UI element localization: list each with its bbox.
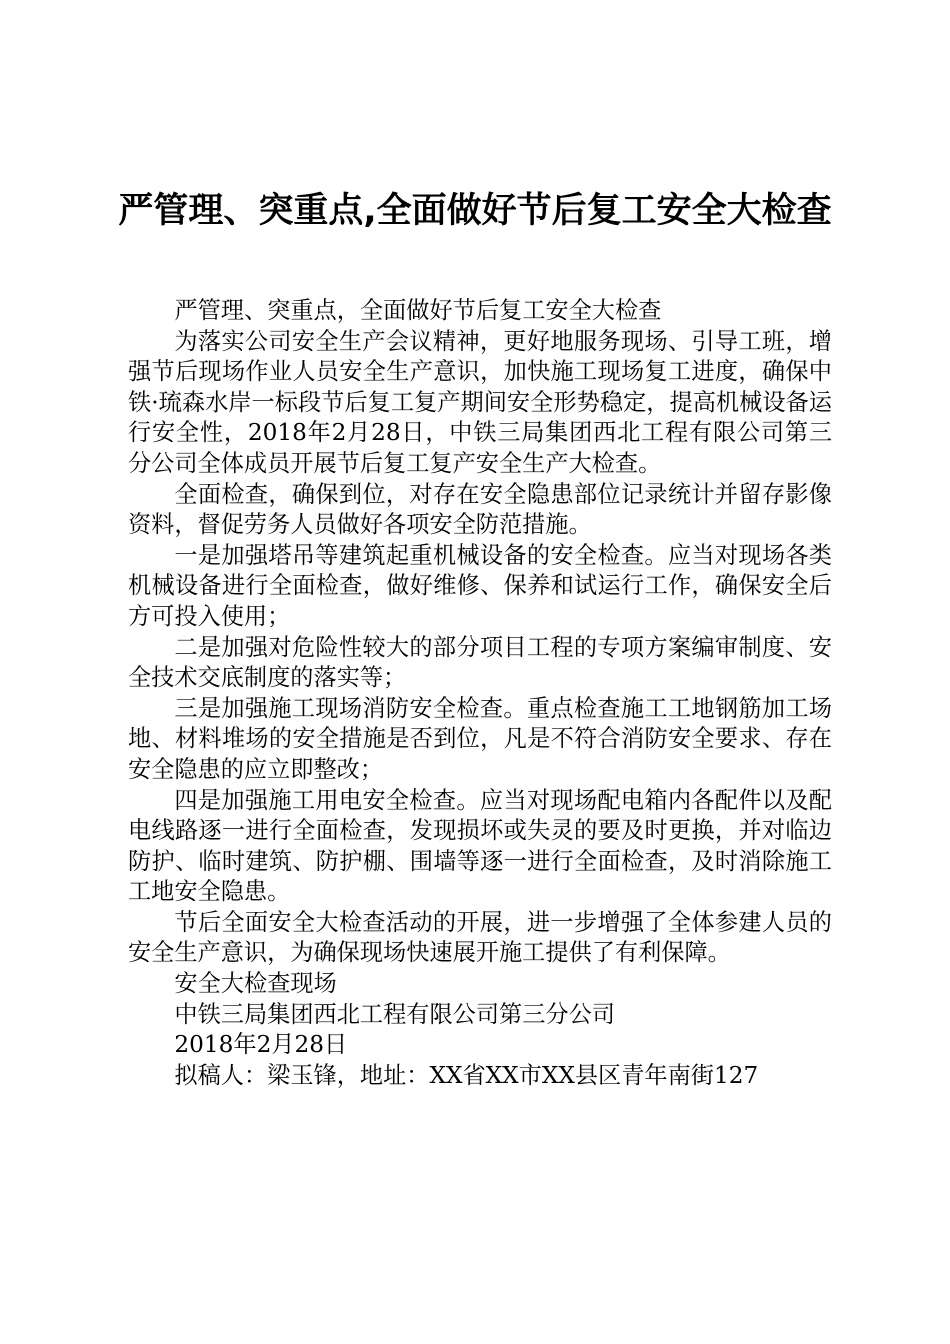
author-line: 拟稿人：梁玉锋，地址：XX省XX市XX县区青年南街127 <box>174 1061 759 1089</box>
body-paragraph: 三是加强施工现场消防安全检查。重点检查施工工地钢筋加工场地、材料堆场的安全措施是否到位，凡是不符合消防安全要求、存在安全隐患的应立即整改； <box>128 694 832 783</box>
body-paragraph: 四是加强施工用电安全检查。应当对现场配电箱内各配件以及配电线路逐一进行全面检查，发现损坏或失灵的要及时更换，并对临边防护、临时建筑、防护棚、围墙等逐一进行全面检查，及时消除施工工地安全隐患。 <box>128 786 832 906</box>
body-paragraph: 一是加强塔吊等建筑起重机械设备的安全检查。应当对现场各类机械设备进行全面检查，做好维修、保养和试运行工作，确保安全后方可投入使用； <box>128 541 832 630</box>
body-paragraph: 二是加强对危险性较大的部分项目工程的专项方案编审制度、安全技术交底制度的落实等； <box>128 633 832 692</box>
organization-line: 中铁三局集团西北工程有限公司第三分公司 <box>174 1000 615 1028</box>
document-body <box>128 296 832 1091</box>
caption-paragraph: 安全大检查现场 <box>174 970 337 998</box>
body-paragraph: 为落实公司安全生产会议精神，更好地服务现场、引导工班，增强节后现场作业人员安全生产意识，加快施工现场复工进度，确保中铁·琉森水岸一标段节后复工复产期间安全形势稳定，提高机械设备运行安全性，2018年2月28日，中铁三局集团西北工程有限公司第三分公司全体成员开展节后复工复产安全生产大检查。 <box>128 327 832 477</box>
body-paragraph: 全面检查，确保到位，对存在安全隐患部位记录统计并留存影像资料，督促劳务人员做好各项安全防范措施。 <box>128 480 832 539</box>
document-title: 严管理、突重点,全面做好节后复工安全大检查 <box>118 191 832 231</box>
date-line: 2018年2月28日 <box>174 1031 348 1059</box>
body-paragraph: 节后全面安全大检查活动的开展，进一步增强了全体参建人员的安全生产意识，为确保现场快速展开施工提供了有利保障。 <box>128 908 832 967</box>
subtitle-paragraph: 严管理、突重点，全面做好节后复工安全大检查 <box>174 297 662 324</box>
